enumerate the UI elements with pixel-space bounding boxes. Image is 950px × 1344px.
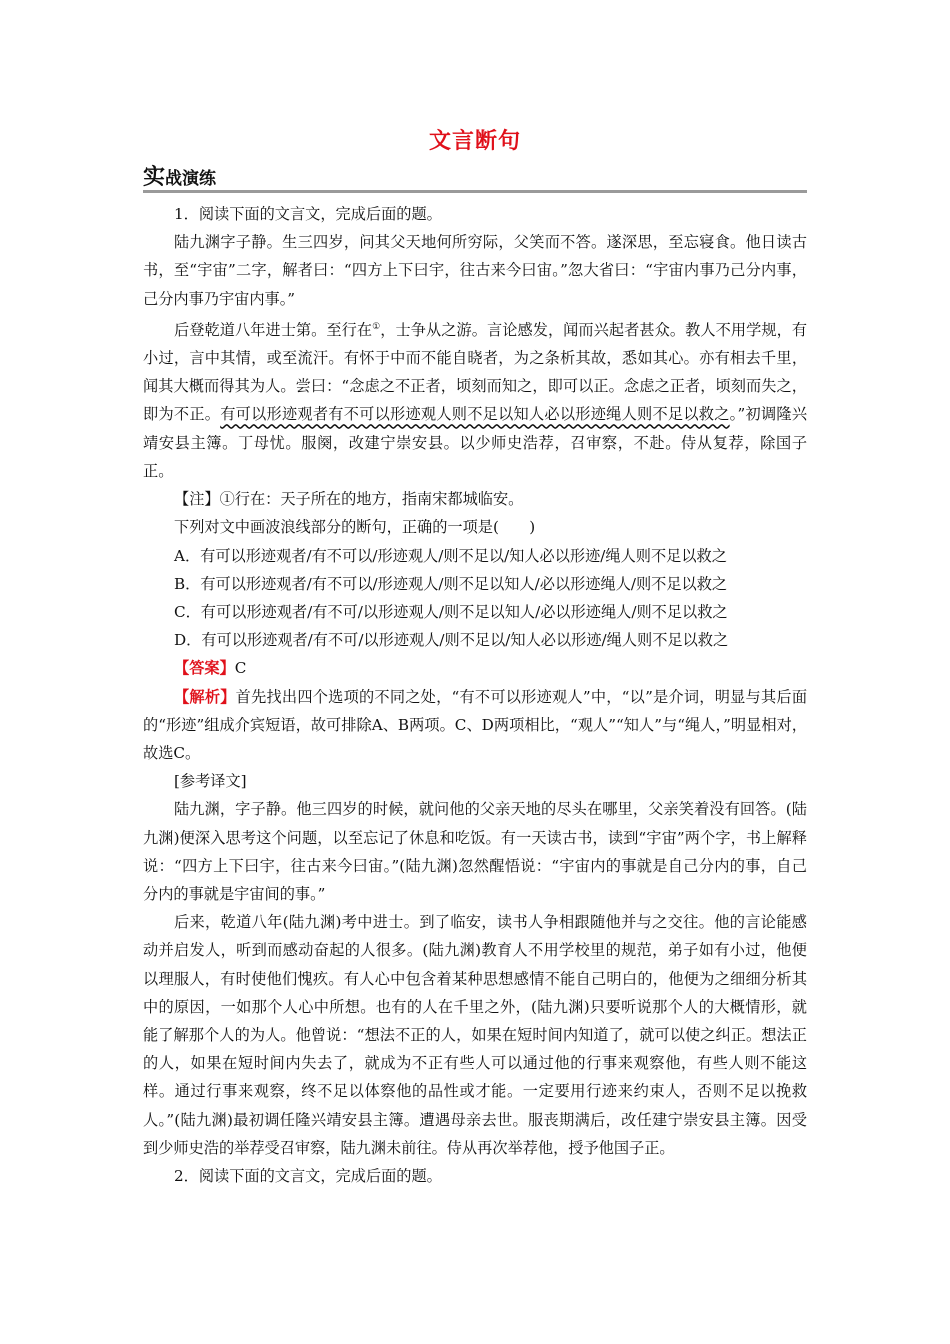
answer-line bbox=[143, 654, 807, 682]
option-d: D．有可以形迹观者/有不可/以形迹观人/则不足以/知人必以形迹/绳人则不足以救之 bbox=[174, 631, 729, 650]
analysis-label: 【解析】 bbox=[174, 687, 236, 706]
page-title: 文言断句 bbox=[428, 128, 521, 154]
section-heading-first-char: 实 bbox=[143, 164, 166, 190]
answer-value: C bbox=[234, 659, 247, 678]
analysis-paragraph bbox=[143, 683, 807, 768]
passage-paragraph-2 bbox=[143, 313, 807, 485]
document-body bbox=[143, 200, 807, 1190]
option-a: A．有可以形迹观者/有不可以/形迹观人/则不足以/知人必以形迹/绳人则不足以救之 bbox=[174, 546, 727, 565]
passage-p2-before: 后登乾道八年进士第。至行在 bbox=[174, 320, 373, 339]
question-stem: 下列对文中画波浪线部分的断句，正确的一项是( ) bbox=[174, 518, 536, 537]
passage-paragraph-1: 陆九渊字子静。生三四岁，问其父天地何所穷际，父笑而不答。遂深思，至忘寝食。他日读古书，至“宇宙”二字，解者曰：“四方上下曰宇，往古来今曰宙。”忽大省曰：“宇宙内事乃己分内事，己分内事乃宇宙内事。” bbox=[143, 233, 807, 308]
footnote: 【注】①行在：天子所在的地方，指南宋都城临安。 bbox=[174, 490, 524, 509]
analysis-text: 首先找出四个选项的不同之处，“有不可以形迹观人”中，“以”是介词，明显与其后面的“形迹”组成介宾短语，故可排除A、B两项。C、D两项相比，“观人”“知人”与“绳人，”明显相对，故选C。 bbox=[143, 687, 807, 762]
translation-label: [参考译文] bbox=[174, 772, 247, 791]
translation-paragraph-1: 陆九渊，字子静。他三四岁的时候，就问他的父亲天地的尽头在哪里，父亲笑着没有回答。(陆九渊)便深入思考这个问题，以至忘记了休息和吃饭。有一天读古书，读到“宇宙”两个字，书上解释说：“四方上下曰宇，往古来今曰宙。”(陆九渊)忽然醒悟说：“宇宙内的事就是自己分内的事，自己分内的事就是宇宙间的事。” bbox=[143, 800, 807, 903]
passage-p2-after: 。”初调隆兴靖安县主簿。丁母忧。服阕，改建宁崇安县。以少师史浩荐，召审察，不赴。侍从复荐，除国子正。 bbox=[143, 405, 808, 480]
question-1-intro: 1．阅读下面的文言文，完成后面的题。 bbox=[174, 205, 442, 223]
answer-label: 【答案】 bbox=[174, 659, 235, 678]
section-heading bbox=[143, 160, 807, 193]
translation-paragraph-2: 后来，乾道八年(陆九渊)考中进士。到了临安，读书人争相跟随他并与之交往。他的言论能感动并启发人，听到而感动奋起的人很多。(陆九渊)教育人不用学校里的规范，弟子如有小过，他便以理服人，有时使他们愧疚。有人心中包含着某种思想感情不能自己明白的，他便为之细细分析其中的原因，一如那个人心中所想。也有的人在千里之外，(陆九渊)只要听说那个人的大概情形，就能了解那个人的为人。他曾说：“想法不正的人，如果在短时间内知道了，就可以使之纠正。想法正的人，如果在短时间内失去了，就成为不正有些人可以通过他的行事来观察他，有些人则不能这样。通过行事来观察，终不足以体察他的品性或才能。一定要用行迹来约束人，否则不足以挽救人。”(陆九渊)最初调任隆兴靖安县主簿。遭遇母亲去世。服丧期满后，改任建宁崇安县主簿。因受到少师史浩的举荐受召审察，陆九渊未前往。侍从再次举荐他，授予他国子正。 bbox=[143, 913, 807, 1157]
passage-p2-middle: ，士争从之游。言论感发，闻而兴起者甚众。教人不用学规，有小过，言中其情，或至流汗。有怀于中而不能自晓者，为之条析其故，悉如其心。亦有相去千里，闻其大概而得其为人。尝曰：“念虑之不正者，顷刻而知之，即可以正。念虑之正者，顷刻而失之，即为不正。 bbox=[143, 320, 808, 424]
footnote-marker: ① bbox=[372, 321, 381, 332]
option-c: C．有可以形迹观者/有不可/以形迹观人/则不足以知人/必以形迹绳人/则不足以救之 bbox=[174, 602, 728, 621]
wavy-underlined-passage: 有可以形迹观者有不可以形迹观人则不足以知人必以形迹绳人则不足以救之 bbox=[220, 405, 730, 424]
question-2-intro: 2．阅读下面的文言文，完成后面的题。 bbox=[174, 1166, 442, 1185]
option-b: B．有可以形迹观者/有不可以/形迹观人/则不足以知人/必以形迹绳人/则不足以救之 bbox=[174, 574, 728, 593]
section-heading-rest: 战演练 bbox=[165, 169, 217, 189]
